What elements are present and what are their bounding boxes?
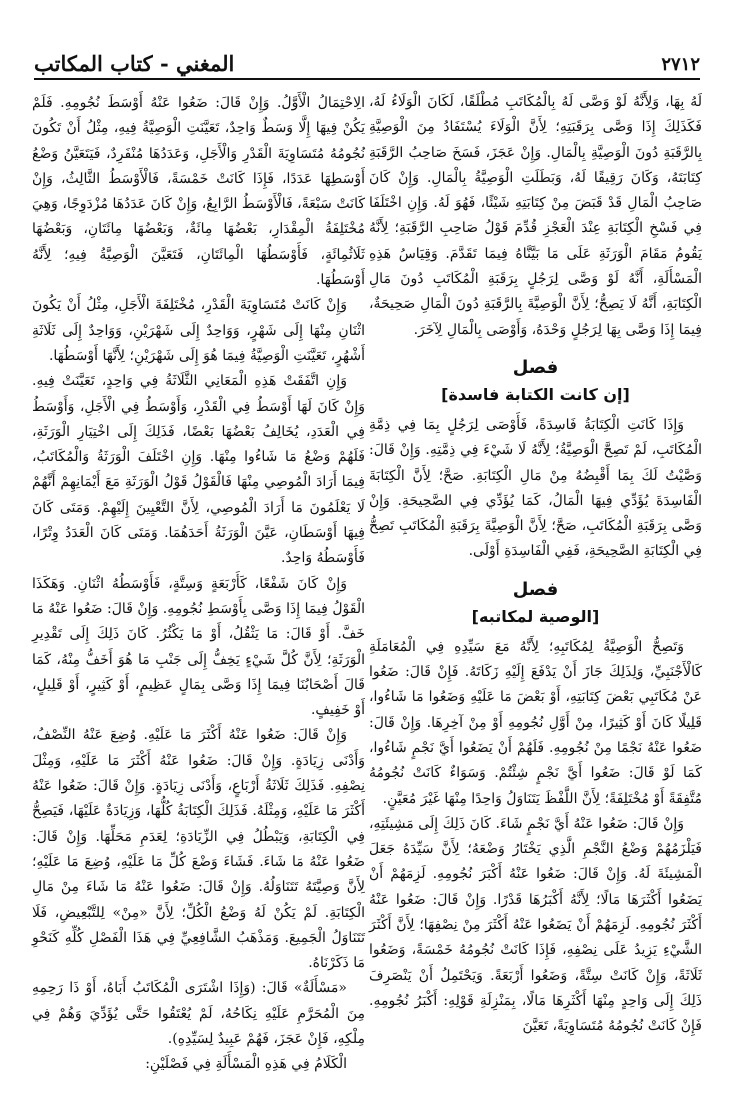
paragraph: الِاحْتِمَالُ الْأَوَّلُ. وَإِنْ قَالَ: ضَعُوا عَنْهُ أَوْسَطَ نُجُومِهِ. فَلَمْ يَكُنْ فِيهَا إِلَّا وَسَطٌ وَاحِدٌ، تَعَيَّنَتِ الْوَصِيَّةُ فِيهِ، مِثْلُ أَنْ تَكُونَ نُجُومُهُ مُتَسَاوِيَةَ الْقَدْرِ وَالْأَجَلِ، وَعَدَدُهَا مُنْفَرِدٌ، فَيَتَعَيَّنُ وَضْعُ أَوْسَطِهَا عَدَدًا، فَإِذَا كَانَتْ خَمْسَةً، فَالْأَوْسَطُ الثَّالِثُ، وَإِنْ كَانَتْ سَبْعَةً، فَالْأَوْسَطُ الرَّابِعُ، وَإِنْ كَانَ عَدَدُهَا مُزْدَوِجًا، وَهِيَ مُخْتَلِفَةُ الْمِقْدَارِ، بَعْضُهَا مِائَةٌ، وَبَعْضُهَا مِائَتَانِ، وَبَعْضُهَا ثَلَاثُمِائَةٍ، فَأَوْسَطُهَا الْمِائَتَانِ، فَتَعَيَّنَ الْوَصِيَّةُ فِيهِ؛ لِأَنَّهُ أَوْسَطُهَا. (32, 95, 365, 289)
section-subheading: [إن كانت الكتابة فاسدة] (441, 384, 630, 404)
paragraph: وَإِنْ كَانَتْ مُتَسَاوِيَةَ الْقَدْرِ، مُخْتَلِفَةَ الْأَجَلِ، مِثْلُ أَنْ يَكُونَ اثْنَانِ مِنْهَا إِلَى شَهْرٍ، وَوَاحِدٌ إِلَى شَهْرَيْنِ، وَوَاحِدٌ إِلَى ثَلَاثَةِ أَشْهُرٍ، تَعَيَّنَتِ الْوَصِيَّةُ فِيمَا هُوَ إِلَى شَهْرَيْنِ؛ لِأَنَّهَا أَوْسَطُهَا. (32, 297, 365, 364)
right-column (369, 90, 702, 1040)
section-subheading: [الوصية لمكاتبه] (471, 606, 600, 626)
paragraph: وَإِنِ اتَّفَقَتْ هَذِهِ الْمَعَانِي الثَّلَاثَةُ فِي وَاحِدٍ، تَعَيَّنَتْ فِيهِ. وَإِنْ كَانَ لَهَا أَوْسَطُ فِي الْقَدْرِ، وَأَوْسَطُ فِي الْأَجَلِ، وَأَوْسَطُ فِي الْعَدَدِ، يُخَالِفُ بَعْضُهَا بَعْضًا، فَذَلِكَ إِلَى اخْتِيَارِ الْوَرَثَةِ، فَلَهُمْ وَضْعُ مَا شَاءُوا مِنْهَا. وَإِنِ اخْتَلَفَ الْوَرَثَةُ وَالْمُكَاتَبُ، فِيمَا أَرَادَ الْمُوصِي مِنْهَا فَالْقَوْلُ قَوْلُ الْوَرَثَةِ مَعَ أَيْمَانِهِمْ أَنَّهُمْ لَا يَعْلَمُونَ مَا أَرَادَ الْمُوصِي، لِأَنَّ التَّعْيِينَ إِلَيْهِمْ. وَمَتَى كَانَ فِيهَا أَوْسَطَانِ، عَيَّنَ الْوَرَثَةُ أَحَدَهُمَا. وَمَتَى كَانَ الْعَدَدُ وِتْرًا، فَأَوْسَطُهُ وَاحِدٌ. (32, 373, 365, 567)
paragraph: وَإِنْ كَانَ شَفْعًا، كَأَرْبَعَةٍ وَسِتَّةٍ، فَأَوْسَطُهُ اثْنَانِ. وَهَكَذَا الْقَوْلُ فِيمَا إِذَا وَصَّى بِأَوْسَطِ نُجُومِهِ. وَإِنْ قَالَ: ضَعُوا عَنْهُ مَا خَفَّ. أَوْ قَالَ: مَا يَثْقُلُ، أَوْ مَا يَكْثُرُ. كَانَ ذَلِكَ إِلَى تَقْدِيرِ الْوَرَثَةِ؛ لِأَنَّ كُلَّ شَيْءٍ يَخِفُّ إِلَى جَنْبِ مَا هُوَ أَخَفُّ مِنْهُ، كَمَا قَالَ أَصْحَابُنَا فِيمَا إِذَا وَصَّى بِمَالٍ عَظِيمٍ، أَوْ كَثِيرٍ، أَوْ قَلِيلٍ، أَوْ خَفِيفٍ. (32, 575, 365, 719)
paragraph: وَتَصِحُّ الْوَصِيَّةُ لِمُكَاتَبِهِ؛ لِأَنَّهُ مَعَ سَيِّدِهِ فِي الْمُعَامَلَةِ كَالْأَجْنَبِيِّ، وَلِذَلِكَ جَازَ أَنْ يَدْفَعَ إِلَيْهِ زَكَاتَهُ. فَإِنْ قَالَ: ضَعُوا عَنْ مُكَاتَبِي بَعْضَ كِتَابَتِهِ، أَوْ بَعْضَ مَا عَلَيْهِ وَضَعُوا مَا شَاءُوا، قَلِيلًا كَانَ أَوْ كَثِيرًا، مِنْ أَوَّلِ نُجُومِهِ أَوْ مِنْ آخِرِهَا. وَإِنْ قَالَ: ضَعُوا عَنْهُ نَجْمًا مِنْ نُجُومِهِ. فَلَهُمْ أَنْ يَضَعُوا أَيَّ نَجْمٍ شَاءُوا، كَمَا لَوْ قَالَ: ضَعُوا أَيَّ نَجْمٍ شِئْتُمْ. وَسَوَاءٌ كَانَتْ نُجُومُهُ مُتَّفِقَةً أَوْ مُخْتَلِفَةً؛ لِأَنَّ اللَّفْظَ يَتَنَاوَلُ وَاحِدًا مِنْهَا غَيْرَ مُعَيَّنٍ. (369, 638, 702, 807)
paragraph: وَإِذَا كَانَتِ الْكِتَابَةُ فَاسِدَةً، فَأَوْصَى لِرَجُلٍ بِمَا فِي ذِمَّةِ الْمُكَاتَبِ، لَمْ تَصِحَّ الْوَصِيَّةُ؛ لِأَنَّهُ لَا شَيْءَ فِي ذِمَّتِهِ. وَإِنْ قَالَ: وَصَّيْتُ لَكَ بِمَا أَقْبِضُهُ مِنْ مَالِ الْكِتَابَةِ. صَحَّ؛ لِأَنَّ الْكِتَابَةَ الْفَاسِدَةَ يُؤَدِّي فِيهَا الْمَالُ، كَمَا يُؤَدِّي فِي الصَّحِيحَةِ. وَإِنْ وَصَّى بِرَقَبَةِ الْمُكَاتَبِ، صَحَّ؛ لِأَنَّ الْوَصِيَّةَ بِرَقَبَةِ الْمُكَاتَبِ تَصِحُّ فِي الْكِتَابَةِ الصَّحِيحَةِ، فَفِي الْفَاسِدَةِ أَوْلَى. (369, 416, 702, 560)
left-column (32, 91, 365, 1078)
paragraph: وَإِنْ قَالَ: ضَعُوا عَنْهُ أَكْثَرَ مَا عَلَيْهِ. وُضِعَ عَنْهُ النِّصْفُ، وَأَدْنَى زِيَادَةٍ. وَإِنْ قَالَ: ضَعُوا عَنْهُ أَكْثَرَ مَا عَلَيْهِ، وَمِثْلَ نِصْفِهِ. فَذَلِكَ ثَلَاثَةُ أَرْبَاعٍ، وَأَدْنَى زِيَادَةٍ. وَإِنْ قَالَ: ضَعُوا عَنْهُ أَكْثَرَ مَا عَلَيْهِ، وَمِثْلَهُ. فَذَلِكَ الْكِتَابَةُ كُلُّهَا، وَزِيَادَةٌ عَلَيْهَا، فَيَصِحُّ فِي الْكِتَابَةِ، وَيَبْطُلُ فِي الزِّيَادَةِ؛ لِعَدَمِ مَحَلِّهَا. وَإِنْ قَالَ: ضَعُوا عَنْهُ مَا شَاءَ. فَشَاءَ وَضْعَ كُلِّ مَا عَلَيْهِ، وُضِعَ مَا عَلَيْهِ؛ لِأَنَّ وَصِيَّتَهُ تَتَنَاوَلُهُ. وَإِنْ قَالَ: ضَعُوا عَنْهُ مَا شَاءَ مِنْ مَالِ الْكِتَابَةِ. لَمْ يَكُنْ لَهُ وَضْعُ الْكُلِّ؛ لِأَنَّ «مِنْ» لِلتَّبْعِيضِ، فَلَا تَتَنَاوَلُ الْجَمِيعَ. وَمَذْهَبُ الشَّافِعِيِّ فِي هَذَا الْفَصْلِ كُلِّهِ كَنَحْوِ مَا ذَكَرْنَاهُ. (32, 727, 365, 972)
section-heading: فصل (512, 578, 559, 600)
section-heading: فصل (512, 356, 559, 378)
paragraph: «مَسْأَلَةٌ» قَالَ: (وَإِذَا اشْتَرَى الْمُكَاتَبُ أَبَاهُ، أَوْ ذَا رَحِمِهِ مِنَ الْمُحَرَّمِ عَلَيْهِ نِكَاحُهُ، لَمْ يُعْتَقُوا حَتَّى يُؤَدِّيَ وَهُمْ فِي مِلْكِهِ، فَإِنْ عَجَزَ، فَهُمْ عَبِيدٌ لِسَيِّدِهِ). (32, 980, 365, 1047)
paragraph: لَهُ بِهَا، وَلِأَنَّهُ لَوْ وَصَّى لَهُ بِالْمُكَاتَبِ مُطْلَقًا، لَكَانَ الْوَلَاءُ لَهُ، فَكَذَلِكَ إِذَا وَصَّى بِرَقَبَتِهِ؛ لِأَنَّ الْوَلَاءَ يُسْتَفَادُ مِنَ الْوَصِيَّةِ بِالرَّقَبَةِ دُونَ الْوَصِيَّةِ بِالْمَالِ. وَإِنْ عَجَزَ، فَسَخَ صَاحِبُ الرَّقَبَةِ كِتَابَتَهُ، وَكَانَ رَقِيقًا لَهُ، وَبَطَلَتِ الْوَصِيَّةُ بِالْمَالِ. وَإِنْ كَانَ صَاحِبُ الْمَالِ قَدْ قَبَضَ مِنْ كِتَابَتِهِ شَيْئًا، فَهُوَ لَهُ. وَإِنِ اخْتَلَفَا فِي فَسْخِ الْكِتَابَةِ عِنْدَ الْعَجْزِ قُدِّمَ قَوْلُ صَاحِبِ الرَّقَبَةِ؛ لِأَنَّهُ يَقُومُ مَقَامَ الْوَرَثَةِ عَلَى مَا بَيَّنَّاهُ فِيمَا تَقَدَّمَ. وَقِيَاسُ هَذِهِ الْمَسْأَلَةِ، أَنَّهُ لَوْ وَصَّى لِرَجُلٍ بِرَقَبَةِ الْمُكَاتَبِ دُونَ مَالِ الْكِتَابَةِ، أَنَّهُ لَا يَصِحُّ؛ لِأَنَّ الْوَصِيَّةَ بِالرَّقَبَةِ دُونَ الْمَالِ صَحِيحَةٌ، فِيمَا إِذَا وَصَّى بِهَا لِرَجُلٍ وَحْدَهُ، وَأَوْصَى بِالْمَالِ لِآخَرَ. (369, 94, 702, 338)
page-header (34, 44, 700, 80)
running-title: المغني - كتاب المكاتب (34, 51, 235, 76)
paragraph: وَإِنْ قَالَ: ضَعُوا عَنْهُ أَيَّ نَجْمٍ شَاءَ. كَانَ ذَلِكَ إِلَى مَشِيئَتِهِ، فَيَلْزَمُهُمْ وَضْعُ النَّجْمِ الَّذِي يَخْتَارُ وَضْعَهُ؛ لِأَنَّ سَيِّدَهُ جَعَلَ الْمَشِيئَةَ لَهُ. وَإِنْ قَالَ: ضَعُوا عَنْهُ أَكْبَرَ نُجُومِهِ. لَزِمَهُمْ أَنْ يَضَعُوا أَكْثَرَهَا مَالًا؛ لِأَنَّهُ أَكْبَرُهَا قَدْرًا. وَإِنْ قَالَ: ضَعُوا عَنْهُ أَكْثَرَ نُجُومِهِ. لَزِمَهُمْ أَنْ يَضَعُوا عَنْهُ أَكْثَرَ مِنْ نِصْفِهَا؛ لِأَنَّ أَكْثَرَ الشَّيْءِ يَزِيدُ عَلَى نِصْفِهِ، فَإِذَا كَانَتْ نُجُومُهُ خَمْسَةً، وَضَعُوا ثَلَاثَةً، وَإِنْ كَانَتْ سِتَّةً، وَضَعُوا أَرْبَعَةً. وَيَحْتَمِلُ أَنْ يَنْصَرِفَ ذَلِكَ إِلَى وَاحِدٍ مِنْهَا أَكْثَرِهَا مَالًا، بِمَنْزِلَةِ قَوْلِهِ: أَكْبَرُ نُجُومِهِ. فَإِنْ كَانَتْ نُجُومُهُ مُتَسَاوِيَةً، تَعَيَّنَ (369, 815, 702, 1035)
paragraph: الْكَلَامُ فِي هَذِهِ الْمَسْأَلَةِ فِي فَصْلَيْنِ: (145, 1056, 347, 1073)
page-number: ٢٧١٢ (661, 54, 700, 75)
